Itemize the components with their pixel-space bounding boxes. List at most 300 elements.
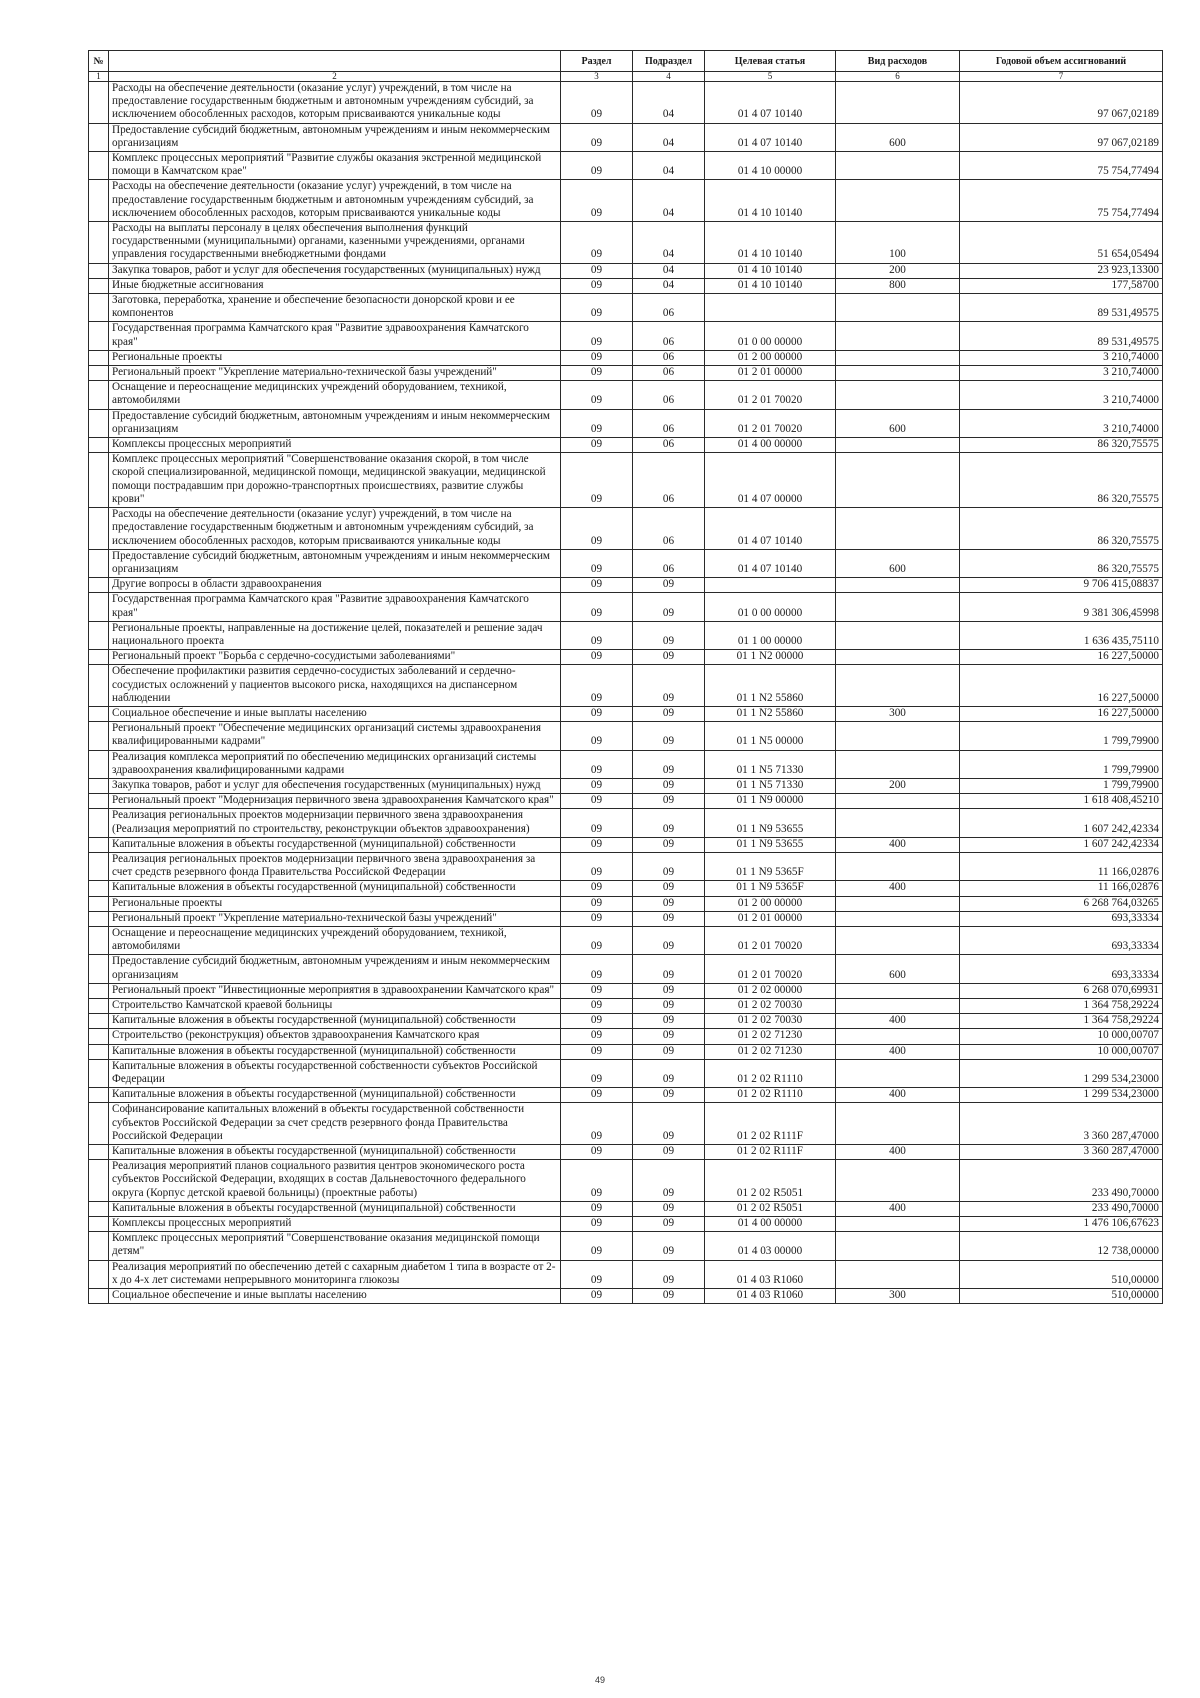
target-article-cell: 01 4 03 R1060 bbox=[705, 1289, 836, 1304]
table-row bbox=[89, 926, 1163, 954]
target-article-cell: 01 2 02 70030 bbox=[705, 999, 836, 1014]
target-article-cell: 01 1 N9 00000 bbox=[705, 794, 836, 809]
row-number-cell bbox=[89, 881, 109, 896]
expense-type-cell bbox=[836, 381, 960, 409]
section-cell: 09 bbox=[561, 180, 633, 222]
amount-cell: 693,33334 bbox=[960, 911, 1163, 926]
section-cell: 09 bbox=[561, 1260, 633, 1288]
row-number-cell bbox=[89, 926, 109, 954]
target-article-cell: 01 2 02 R111F bbox=[705, 1145, 836, 1160]
expense-type-cell bbox=[836, 438, 960, 453]
table-row bbox=[89, 794, 1163, 809]
subsection-cell: 09 bbox=[633, 896, 705, 911]
section-cell: 09 bbox=[561, 1014, 633, 1029]
row-number-cell bbox=[89, 1044, 109, 1059]
table-row bbox=[89, 222, 1163, 264]
expense-name-cell: Региональный проект "Инвестиционные мероприятия в здравоохранении Камчатского края" bbox=[109, 983, 561, 998]
target-article-cell: 01 2 00 00000 bbox=[705, 896, 836, 911]
section-cell: 09 bbox=[561, 881, 633, 896]
row-number-cell bbox=[89, 1232, 109, 1260]
amount-cell: 693,33334 bbox=[960, 926, 1163, 954]
expense-type-cell bbox=[836, 1217, 960, 1232]
target-article-cell: 01 4 10 10140 bbox=[705, 278, 836, 293]
section-cell: 09 bbox=[561, 263, 633, 278]
expense-type-cell bbox=[836, 322, 960, 350]
expense-type-cell bbox=[836, 1059, 960, 1087]
subsection-cell: 06 bbox=[633, 409, 705, 437]
header-amount: Годовой объем ассигнований bbox=[960, 51, 1163, 72]
expense-type-cell bbox=[836, 794, 960, 809]
expense-name-cell: Реализация мероприятий по обеспечению детей с сахарным диабетом 1 типа в возрасте от 2-х до 4-х лет системами непрерывного мониторинга глюкозы bbox=[109, 1260, 561, 1288]
expense-name-cell: Расходы на обеспечение деятельности (оказание услуг) учреждений, в том числе на предоставление государственным бюджетным и автономным учреждениям субсидий, за исключением обособленных расходов, которым присваиваются уникальные коды bbox=[109, 180, 561, 222]
row-number-cell bbox=[89, 706, 109, 721]
expense-type-cell: 800 bbox=[836, 278, 960, 293]
expense-type-cell bbox=[836, 983, 960, 998]
row-number-cell bbox=[89, 593, 109, 621]
expense-type-cell: 600 bbox=[836, 409, 960, 437]
section-cell: 09 bbox=[561, 409, 633, 437]
target-article-cell: 01 2 00 00000 bbox=[705, 350, 836, 365]
expense-name-cell: Социальное обеспечение и иные выплаты населению bbox=[109, 706, 561, 721]
subsection-cell: 04 bbox=[633, 152, 705, 180]
row-number-cell bbox=[89, 983, 109, 998]
subsection-cell: 06 bbox=[633, 438, 705, 453]
subsection-cell: 09 bbox=[633, 578, 705, 593]
subsection-cell: 06 bbox=[633, 453, 705, 508]
subsection-cell: 04 bbox=[633, 263, 705, 278]
target-article-cell: 01 4 03 00000 bbox=[705, 1232, 836, 1260]
target-article-cell: 01 1 N2 00000 bbox=[705, 650, 836, 665]
subsection-cell: 09 bbox=[633, 794, 705, 809]
expense-name-cell: Региональный проект "Борьба с сердечно-сосудистыми заболеваниями" bbox=[109, 650, 561, 665]
expense-name-cell: Закупка товаров, работ и услуг для обеспечения государственных (муниципальных) нужд bbox=[109, 778, 561, 793]
target-article-cell: 01 4 07 10140 bbox=[705, 82, 836, 124]
amount-cell: 89 531,49575 bbox=[960, 322, 1163, 350]
amount-cell: 1 476 106,67623 bbox=[960, 1217, 1163, 1232]
row-number-cell bbox=[89, 955, 109, 983]
subsection-cell: 09 bbox=[633, 983, 705, 998]
table-row bbox=[89, 1088, 1163, 1103]
table-row bbox=[89, 778, 1163, 793]
table-row bbox=[89, 999, 1163, 1014]
section-cell: 09 bbox=[561, 706, 633, 721]
expense-type-cell bbox=[836, 1103, 960, 1145]
subsection-cell: 09 bbox=[633, 1232, 705, 1260]
amount-cell: 6 268 764,03265 bbox=[960, 896, 1163, 911]
expense-name-cell: Капитальные вложения в объекты государственной собственности субъектов Российской Федерации bbox=[109, 1059, 561, 1087]
table-row bbox=[89, 294, 1163, 322]
target-article-cell: 01 2 02 R1110 bbox=[705, 1059, 836, 1087]
expense-name-cell: Комплекс процессных мероприятий "Совершенствование оказания медицинской помощи детям" bbox=[109, 1232, 561, 1260]
column-number: 5 bbox=[705, 72, 836, 82]
target-article-cell: 01 1 00 00000 bbox=[705, 621, 836, 649]
expense-name-cell: Закупка товаров, работ и услуг для обеспечения государственных (муниципальных) нужд bbox=[109, 263, 561, 278]
section-cell: 09 bbox=[561, 999, 633, 1014]
row-number-cell bbox=[89, 1260, 109, 1288]
expense-name-cell: Заготовка, переработка, хранение и обеспечение безопасности донорской крови и ее компонентов bbox=[109, 294, 561, 322]
section-cell: 09 bbox=[561, 549, 633, 577]
table-row bbox=[89, 837, 1163, 852]
row-number-cell bbox=[89, 180, 109, 222]
expense-name-cell: Оснащение и переоснащение медицинских учреждений оборудованием, техникой, автомобилями bbox=[109, 381, 561, 409]
table-row bbox=[89, 1044, 1163, 1059]
subsection-cell: 06 bbox=[633, 549, 705, 577]
table-row bbox=[89, 508, 1163, 550]
table-row bbox=[89, 852, 1163, 880]
header-target: Целевая статья bbox=[705, 51, 836, 72]
expense-type-cell bbox=[836, 578, 960, 593]
table-row bbox=[89, 1160, 1163, 1202]
amount-cell: 97 067,02189 bbox=[960, 82, 1163, 124]
column-number: 6 bbox=[836, 72, 960, 82]
row-number-cell bbox=[89, 1289, 109, 1304]
expense-type-cell bbox=[836, 621, 960, 649]
target-article-cell: 01 4 07 10140 bbox=[705, 508, 836, 550]
target-article-cell: 01 1 N5 00000 bbox=[705, 722, 836, 750]
section-cell: 09 bbox=[561, 665, 633, 707]
amount-cell: 3 360 287,47000 bbox=[960, 1103, 1163, 1145]
subsection-cell: 09 bbox=[633, 809, 705, 837]
target-article-cell: 01 2 02 R1110 bbox=[705, 1088, 836, 1103]
section-cell: 09 bbox=[561, 508, 633, 550]
table-row bbox=[89, 750, 1163, 778]
row-number-cell bbox=[89, 1145, 109, 1160]
subsection-cell: 06 bbox=[633, 381, 705, 409]
section-cell: 09 bbox=[561, 1217, 633, 1232]
expense-type-cell: 200 bbox=[836, 263, 960, 278]
subsection-cell: 06 bbox=[633, 508, 705, 550]
expense-type-cell: 600 bbox=[836, 549, 960, 577]
amount-cell: 510,00000 bbox=[960, 1289, 1163, 1304]
table-row bbox=[89, 650, 1163, 665]
amount-cell: 1 607 242,42334 bbox=[960, 809, 1163, 837]
expense-type-cell: 600 bbox=[836, 123, 960, 151]
expense-name-cell: Оснащение и переоснащение медицинских учреждений оборудованием, техникой, автомобилями bbox=[109, 926, 561, 954]
expense-type-cell bbox=[836, 665, 960, 707]
target-article-cell: 01 1 N5 71330 bbox=[705, 750, 836, 778]
amount-cell: 693,33334 bbox=[960, 955, 1163, 983]
table-row bbox=[89, 896, 1163, 911]
expense-name-cell: Капитальные вложения в объекты государственной (муниципальной) собственности bbox=[109, 1014, 561, 1029]
expense-type-cell bbox=[836, 750, 960, 778]
table-row bbox=[89, 983, 1163, 998]
expense-type-cell: 300 bbox=[836, 1289, 960, 1304]
amount-cell: 11 166,02876 bbox=[960, 852, 1163, 880]
target-article-cell: 01 1 N2 55860 bbox=[705, 706, 836, 721]
expense-type-cell bbox=[836, 650, 960, 665]
amount-cell: 1 299 534,23000 bbox=[960, 1059, 1163, 1087]
section-cell: 09 bbox=[561, 82, 633, 124]
expense-type-cell bbox=[836, 911, 960, 926]
table-row bbox=[89, 180, 1163, 222]
section-cell: 09 bbox=[561, 366, 633, 381]
expense-type-cell: 400 bbox=[836, 1201, 960, 1216]
subsection-cell: 04 bbox=[633, 82, 705, 124]
table-row bbox=[89, 1029, 1163, 1044]
row-number-cell bbox=[89, 722, 109, 750]
amount-cell: 86 320,75575 bbox=[960, 438, 1163, 453]
row-number-cell bbox=[89, 82, 109, 124]
expense-type-cell: 600 bbox=[836, 955, 960, 983]
subsection-cell: 09 bbox=[633, 650, 705, 665]
page-number: 49 bbox=[594, 1675, 605, 1685]
table-row bbox=[89, 453, 1163, 508]
target-article-cell: 01 2 01 70020 bbox=[705, 926, 836, 954]
row-number-cell bbox=[89, 366, 109, 381]
expense-name-cell: Капитальные вложения в объекты государственной (муниципальной) собственности bbox=[109, 1145, 561, 1160]
target-article-cell bbox=[705, 578, 836, 593]
amount-cell: 177,58700 bbox=[960, 278, 1163, 293]
row-number-cell bbox=[89, 123, 109, 151]
expense-type-cell bbox=[836, 852, 960, 880]
section-cell: 09 bbox=[561, 722, 633, 750]
table-row bbox=[89, 1289, 1163, 1304]
target-article-cell: 01 1 N5 71330 bbox=[705, 778, 836, 793]
target-article-cell: 01 2 01 70020 bbox=[705, 409, 836, 437]
table-row bbox=[89, 911, 1163, 926]
header-name bbox=[109, 51, 561, 72]
expense-name-cell: Иные бюджетные ассигнования bbox=[109, 278, 561, 293]
row-number-cell bbox=[89, 665, 109, 707]
section-cell: 09 bbox=[561, 593, 633, 621]
expense-name-cell: Государственная программа Камчатского края "Развитие здравоохранения Камчатского края" bbox=[109, 593, 561, 621]
expense-name-cell: Капитальные вложения в объекты государственной (муниципальной) собственности bbox=[109, 837, 561, 852]
table-row bbox=[89, 665, 1163, 707]
row-number-cell bbox=[89, 381, 109, 409]
column-number: 1 bbox=[89, 72, 109, 82]
subsection-cell: 04 bbox=[633, 278, 705, 293]
amount-cell: 1 799,79900 bbox=[960, 750, 1163, 778]
amount-cell: 1 636 435,75110 bbox=[960, 621, 1163, 649]
row-number-cell bbox=[89, 438, 109, 453]
target-article-cell: 01 4 10 00000 bbox=[705, 152, 836, 180]
amount-cell: 86 320,75575 bbox=[960, 453, 1163, 508]
section-cell: 09 bbox=[561, 1160, 633, 1202]
amount-cell: 12 738,00000 bbox=[960, 1232, 1163, 1260]
subsection-cell: 09 bbox=[633, 911, 705, 926]
target-article-cell: 01 4 00 00000 bbox=[705, 438, 836, 453]
subsection-cell: 09 bbox=[633, 621, 705, 649]
target-article-cell: 01 1 N9 5365F bbox=[705, 852, 836, 880]
expense-name-cell: Региональный проект "Обеспечение медицинских организаций системы здравоохранения квалифицированными кадрами" bbox=[109, 722, 561, 750]
expense-type-cell: 400 bbox=[836, 881, 960, 896]
expense-type-cell bbox=[836, 294, 960, 322]
section-cell: 09 bbox=[561, 438, 633, 453]
row-number-cell bbox=[89, 1014, 109, 1029]
table-row bbox=[89, 1059, 1163, 1087]
amount-cell: 3 210,74000 bbox=[960, 366, 1163, 381]
table-row bbox=[89, 722, 1163, 750]
section-cell: 09 bbox=[561, 294, 633, 322]
subsection-cell: 09 bbox=[633, 1014, 705, 1029]
subsection-cell: 09 bbox=[633, 926, 705, 954]
expense-name-cell: Реализация комплекса мероприятий по обеспечению медицинских организаций системы здравоохранения квалифицированными кадрами bbox=[109, 750, 561, 778]
expense-type-cell: 400 bbox=[836, 1088, 960, 1103]
expense-type-cell: 400 bbox=[836, 1145, 960, 1160]
expense-type-cell: 200 bbox=[836, 778, 960, 793]
target-article-cell: 01 4 10 10140 bbox=[705, 180, 836, 222]
table-row bbox=[89, 350, 1163, 365]
table-row bbox=[89, 809, 1163, 837]
section-cell: 09 bbox=[561, 852, 633, 880]
expense-name-cell: Предоставление субсидий бюджетным, автономным учреждениям и иным некоммерческим организациям bbox=[109, 123, 561, 151]
subsection-cell: 09 bbox=[633, 1029, 705, 1044]
row-number-cell bbox=[89, 222, 109, 264]
row-number-cell bbox=[89, 750, 109, 778]
expense-name-cell: Строительство (реконструкция) объектов здравоохранения Камчатского края bbox=[109, 1029, 561, 1044]
amount-cell: 3 210,74000 bbox=[960, 350, 1163, 365]
expense-name-cell: Региональный проект "Модернизация первичного звена здравоохранения Камчатского края" bbox=[109, 794, 561, 809]
row-number-cell bbox=[89, 453, 109, 508]
target-article-cell: 01 4 07 10140 bbox=[705, 549, 836, 577]
target-article-cell: 01 2 01 70020 bbox=[705, 955, 836, 983]
subsection-cell: 09 bbox=[633, 955, 705, 983]
target-article-cell: 01 2 02 70030 bbox=[705, 1014, 836, 1029]
expense-name-cell: Другие вопросы в области здравоохранения bbox=[109, 578, 561, 593]
expense-name-cell: Строительство Камчатской краевой больницы bbox=[109, 999, 561, 1014]
expense-name-cell: Предоставление субсидий бюджетным, автономным учреждениям и иным некоммерческим организациям bbox=[109, 955, 561, 983]
header-subsection: Подраздел bbox=[633, 51, 705, 72]
table-row bbox=[89, 1232, 1163, 1260]
table-row bbox=[89, 955, 1163, 983]
section-cell: 09 bbox=[561, 453, 633, 508]
target-article-cell: 01 2 02 71230 bbox=[705, 1029, 836, 1044]
subsection-cell: 09 bbox=[633, 750, 705, 778]
subsection-cell: 09 bbox=[633, 593, 705, 621]
row-number-cell bbox=[89, 650, 109, 665]
target-article-cell: 01 1 N9 53655 bbox=[705, 809, 836, 837]
row-number-cell bbox=[89, 263, 109, 278]
subsection-cell: 09 bbox=[633, 1059, 705, 1087]
table-row bbox=[89, 322, 1163, 350]
table-row bbox=[89, 1014, 1163, 1029]
expense-type-cell bbox=[836, 152, 960, 180]
expense-type-cell: 300 bbox=[836, 706, 960, 721]
table-row bbox=[89, 706, 1163, 721]
expense-type-cell bbox=[836, 508, 960, 550]
table-row bbox=[89, 263, 1163, 278]
amount-cell: 10 000,00707 bbox=[960, 1029, 1163, 1044]
expense-type-cell: 100 bbox=[836, 222, 960, 264]
table-row bbox=[89, 82, 1163, 124]
amount-cell: 75 754,77494 bbox=[960, 152, 1163, 180]
header-row bbox=[89, 51, 1163, 72]
row-number-cell bbox=[89, 409, 109, 437]
expense-type-cell bbox=[836, 453, 960, 508]
amount-cell: 1 799,79900 bbox=[960, 722, 1163, 750]
table-row bbox=[89, 1217, 1163, 1232]
table-row bbox=[89, 1103, 1163, 1145]
expense-name-cell: Расходы на обеспечение деятельности (оказание услуг) учреждений, в том числе на предоставление государственным бюджетным и автономным учреждениям субсидий, за исключением обособленных расходов, которым присваиваются уникальные коды bbox=[109, 508, 561, 550]
amount-cell: 510,00000 bbox=[960, 1260, 1163, 1288]
row-number-cell bbox=[89, 1103, 109, 1145]
target-article-cell: 01 1 N9 53655 bbox=[705, 837, 836, 852]
subsection-cell: 06 bbox=[633, 294, 705, 322]
expense-type-cell: 400 bbox=[836, 1044, 960, 1059]
table-row bbox=[89, 278, 1163, 293]
expense-type-cell bbox=[836, 180, 960, 222]
subsection-cell: 09 bbox=[633, 1145, 705, 1160]
subsection-cell: 09 bbox=[633, 1289, 705, 1304]
column-number: 4 bbox=[633, 72, 705, 82]
section-cell: 09 bbox=[561, 911, 633, 926]
target-article-cell: 01 4 10 10140 bbox=[705, 263, 836, 278]
section-cell: 09 bbox=[561, 322, 633, 350]
row-number-cell bbox=[89, 1201, 109, 1216]
amount-cell: 1 299 534,23000 bbox=[960, 1088, 1163, 1103]
row-number-cell bbox=[89, 794, 109, 809]
target-article-cell: 01 2 01 70020 bbox=[705, 381, 836, 409]
expense-name-cell: Капитальные вложения в объекты государственной (муниципальной) собственности bbox=[109, 881, 561, 896]
column-number: 3 bbox=[561, 72, 633, 82]
section-cell: 09 bbox=[561, 1044, 633, 1059]
expense-name-cell: Региональные проекты, направленные на достижение целей, показателей и решение задач национального проекта bbox=[109, 621, 561, 649]
amount-cell: 10 000,00707 bbox=[960, 1044, 1163, 1059]
target-article-cell: 01 4 07 00000 bbox=[705, 453, 836, 508]
row-number-cell bbox=[89, 1029, 109, 1044]
table-row bbox=[89, 1145, 1163, 1160]
expense-name-cell: Капитальные вложения в объекты государственной (муниципальной) собственности bbox=[109, 1044, 561, 1059]
amount-cell: 75 754,77494 bbox=[960, 180, 1163, 222]
section-cell: 09 bbox=[561, 837, 633, 852]
section-cell: 09 bbox=[561, 621, 633, 649]
table-row bbox=[89, 366, 1163, 381]
row-number-cell bbox=[89, 621, 109, 649]
expense-name-cell: Социальное обеспечение и иные выплаты населению bbox=[109, 1289, 561, 1304]
row-number-cell bbox=[89, 152, 109, 180]
subsection-cell: 09 bbox=[633, 706, 705, 721]
row-number-cell bbox=[89, 578, 109, 593]
amount-cell: 86 320,75575 bbox=[960, 549, 1163, 577]
expense-name-cell: Региональные проекты bbox=[109, 350, 561, 365]
section-cell: 09 bbox=[561, 955, 633, 983]
expense-type-cell bbox=[836, 350, 960, 365]
target-article-cell: 01 4 03 R1060 bbox=[705, 1260, 836, 1288]
subsection-cell: 09 bbox=[633, 778, 705, 793]
column-number: 7 bbox=[960, 72, 1163, 82]
target-article-cell: 01 4 00 00000 bbox=[705, 1217, 836, 1232]
amount-cell: 9 381 306,45998 bbox=[960, 593, 1163, 621]
section-cell: 09 bbox=[561, 350, 633, 365]
expense-type-cell bbox=[836, 593, 960, 621]
section-cell: 09 bbox=[561, 926, 633, 954]
row-number-cell bbox=[89, 294, 109, 322]
target-article-cell: 01 2 01 00000 bbox=[705, 366, 836, 381]
target-article-cell: 01 4 10 10140 bbox=[705, 222, 836, 264]
subsection-cell: 09 bbox=[633, 881, 705, 896]
column-number-row bbox=[89, 72, 1163, 82]
target-article-cell: 01 0 00 00000 bbox=[705, 593, 836, 621]
expense-name-cell: Реализация региональных проектов модернизации первичного звена здравоохранения за счет средств резервного фонда Правительства Российской Федерации bbox=[109, 852, 561, 880]
subsection-cell: 04 bbox=[633, 180, 705, 222]
section-cell: 09 bbox=[561, 809, 633, 837]
expense-name-cell: Региональный проект "Укрепление материально-технической базы учреждений" bbox=[109, 911, 561, 926]
section-cell: 09 bbox=[561, 578, 633, 593]
subsection-cell: 09 bbox=[633, 1088, 705, 1103]
section-cell: 09 bbox=[561, 123, 633, 151]
expense-type-cell bbox=[836, 926, 960, 954]
row-number-cell bbox=[89, 778, 109, 793]
expense-type-cell bbox=[836, 999, 960, 1014]
subsection-cell: 04 bbox=[633, 222, 705, 264]
target-article-cell: 01 0 00 00000 bbox=[705, 322, 836, 350]
target-article-cell: 01 1 N2 55860 bbox=[705, 665, 836, 707]
row-number-cell bbox=[89, 999, 109, 1014]
amount-cell: 89 531,49575 bbox=[960, 294, 1163, 322]
table-row bbox=[89, 438, 1163, 453]
subsection-cell: 09 bbox=[633, 722, 705, 750]
table-body bbox=[89, 82, 1163, 1304]
